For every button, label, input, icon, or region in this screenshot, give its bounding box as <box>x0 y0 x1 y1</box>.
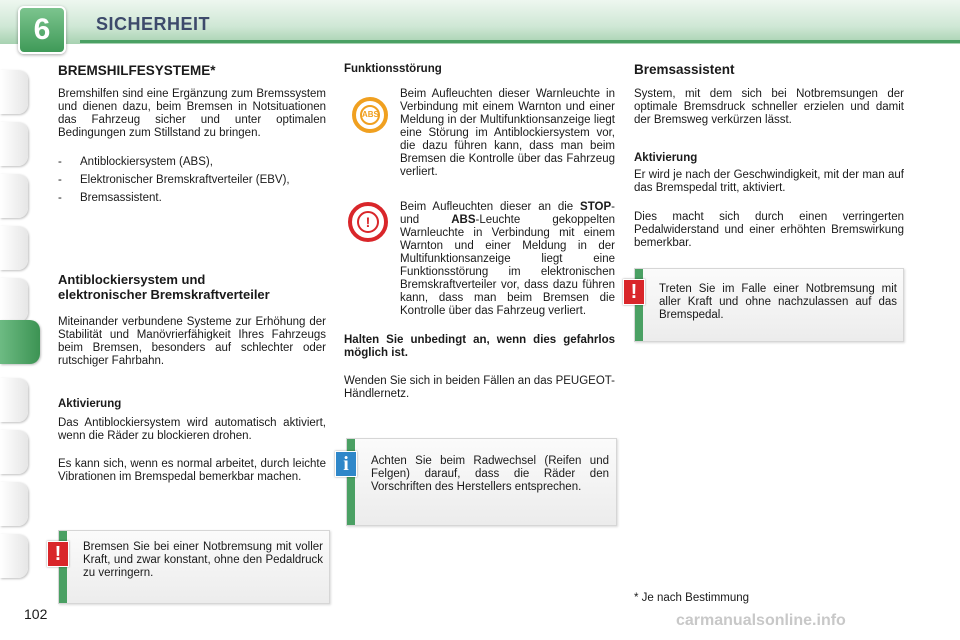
chapter-side-tab[interactable] <box>0 430 28 474</box>
warning-icon: ! <box>47 541 69 567</box>
warning-icon: ! <box>623 279 645 305</box>
stop-instruction: Halten Sie unbedingt an, wenn dies gefahrlos möglich ist. <box>344 334 615 359</box>
info-note-text: Achten Sie beim Radwechsel (Reifen und Felgen) darauf, dass die Räder den Vorschriften des Herstellers entsprechen. <box>371 455 609 493</box>
abs-light-label: ABS <box>360 105 380 125</box>
chapter-side-tab[interactable] <box>0 70 28 114</box>
chapter-side-tab[interactable] <box>0 482 28 526</box>
footnote: * Je nach Bestimmung <box>634 592 750 604</box>
activation-text: Das Antiblockiersystem wird automatisch aktiviert, wenn die Räder zu blockieren drohen. <box>58 417 326 442</box>
malfunction-heading: Funktionsstörung <box>344 63 442 75</box>
chapter-side-tab[interactable] <box>0 226 28 270</box>
activation-heading: Aktivierung <box>58 398 122 410</box>
activation-heading: Aktivierung <box>634 152 698 164</box>
brake-assist-heading: Bremsassistent <box>634 62 735 77</box>
malfunction-text-intro: Beim Aufleuchten dieser Warnleuchte in Verbindung mit einem Warnton und einer Meldung in der Multifunktionsanzeige liegt eine Störung im Antiblockiersystem vor, die dazu führen kann, dass man beim Bremsen die Kontrolle über das Fahrzeug verliert. <box>400 88 615 178</box>
section-title-brake-assist-systems: BREMSHILFESYSTEME* <box>58 63 216 78</box>
system-list <box>58 156 326 205</box>
brake-assist-intro: System, mit dem sich bei Notbremsungen der optimale Bremsdruck schneller erzielen und damit der Bremsweg verkürzen lässt. <box>634 88 904 126</box>
abs-warning-light-icon <box>352 97 388 133</box>
chapter-side-tab-active[interactable] <box>0 320 40 364</box>
header-rule <box>80 40 960 43</box>
list-item: - Antiblockiersystem (ABS), <box>58 156 213 168</box>
chapter-side-tab[interactable] <box>0 534 28 578</box>
info-icon: i <box>335 451 357 477</box>
chapter-side-tab[interactable] <box>0 278 28 322</box>
list-item: - Bremsassistent. <box>58 192 162 204</box>
activation-text: Dies macht sich durch einen verringerten Pedalwiderstand und einer erhöhten Bremswirkung bemerkbar. <box>634 211 904 249</box>
chapter-side-tab[interactable] <box>0 378 28 422</box>
info-note <box>343 438 617 526</box>
chapter-side-tab[interactable] <box>0 174 28 218</box>
subsection-title-abs-ebv: Antiblockiersystem und elektronischer Bremskraftverteiler <box>58 272 270 302</box>
chapter-title: SICHERHEIT <box>96 14 211 34</box>
warning-note <box>630 268 904 342</box>
warning-note <box>54 530 330 604</box>
warning-note-text: Treten Sie im Falle einer Notbremsung mit aller Kraft und ohne nachzulassen auf das Bremspedal. <box>659 283 897 321</box>
brake-warning-light-icon: ! <box>348 202 388 242</box>
ebv-malfunction-text: Beim Aufleuchten dieser an die STOP- und ABS-Leuchte gekoppelten Warnleuchte in Verbindung mit einem Warnton und einer Meldung in der Multifunktionsanzeige liegt eine Funktionsstörung im elektronischen Bremskraftverteiler vor, dass dazu führen kann, dass man beim Bremsen die Kontrolle über das Fahrzeug verliert. <box>400 201 615 317</box>
intro-paragraph: Bremshilfen sind eine Ergänzung zum Bremssystem und dienen dazu, beim Bremsen in Notsituationen das Fahrzeug sicher und unter optimalen Bedingungen zum Stillstand zu bringen. <box>58 88 326 139</box>
chapter-number-badge: 6 <box>18 6 66 54</box>
list-item: - Elektronischer Bremskraftverteiler (EBV), <box>58 174 290 186</box>
activation-text: Es kann sich, wenn es normal arbeitet, durch leichte Vibrationen im Bremspedal bemerkbar machen. <box>58 458 326 483</box>
dealer-contact-text: Wenden Sie sich in beiden Fällen an das PEUGEOT-Händlernetz. <box>344 375 615 400</box>
activation-text: Er wird je nach der Geschwindigkeit, mit der man auf das Bremspedal tritt, aktiviert. <box>634 169 904 194</box>
watermark-text: carmanualsonline.info <box>676 612 846 629</box>
chapter-side-tab[interactable] <box>0 122 28 166</box>
page-number: 102 <box>24 606 48 622</box>
abs-description: Miteinander verbundene Systeme zur Erhöhung der Stabilität und Manövrierfähigkeit Ihres Fahrzeugs beim Bremsen, besonders auf schlechter oder rutschiger Fahrbahn. <box>58 316 326 367</box>
warning-note-text: Bremsen Sie bei einer Notbremsung mit voller Kraft, und zwar konstant, ohne den Pedaldruck zu verringern. <box>83 541 323 579</box>
